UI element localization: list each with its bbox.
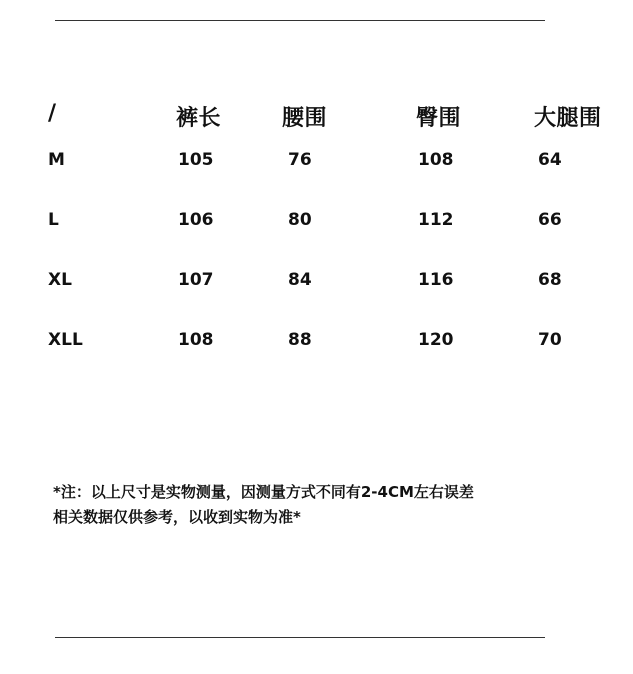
cell-size-l: L xyxy=(48,210,59,230)
cell-length-m: 105 xyxy=(178,150,214,170)
header-waist: 腰围 xyxy=(282,106,328,131)
cell-length-l: 106 xyxy=(178,210,214,230)
cell-waist-m: 76 xyxy=(288,150,312,170)
cell-thigh-l: 66 xyxy=(538,210,562,230)
cell-length-xll: 108 xyxy=(178,330,214,350)
cell-size-xl: XL xyxy=(48,270,72,290)
cell-hip-xll: 120 xyxy=(418,330,454,350)
cell-thigh-m: 64 xyxy=(538,150,562,170)
measurement-note xyxy=(53,480,593,530)
note-line-1: *注：以上尺寸是实物测量，因测量方式不同有2-4CM左右误差 xyxy=(53,483,474,501)
note-line-2: 相关数据仅供参考，以收到实物为准* xyxy=(53,508,301,526)
header-size: / xyxy=(48,101,57,126)
cell-length-xl: 107 xyxy=(178,270,214,290)
cell-hip-xl: 116 xyxy=(418,270,454,290)
cell-waist-xl: 84 xyxy=(288,270,312,290)
cell-thigh-xl: 68 xyxy=(538,270,562,290)
cell-waist-l: 80 xyxy=(288,210,312,230)
header-hip: 臀围 xyxy=(416,106,462,131)
bottom-divider xyxy=(55,637,545,638)
cell-size-m: M xyxy=(48,150,65,170)
cell-waist-xll: 88 xyxy=(288,330,312,350)
cell-hip-m: 108 xyxy=(418,150,454,170)
cell-thigh-xll: 70 xyxy=(538,330,562,350)
cell-size-xll: XLL xyxy=(48,330,83,350)
cell-hip-l: 112 xyxy=(418,210,454,230)
header-length: 裤长 xyxy=(176,106,222,131)
header-thigh: 大腿围 xyxy=(534,106,602,131)
